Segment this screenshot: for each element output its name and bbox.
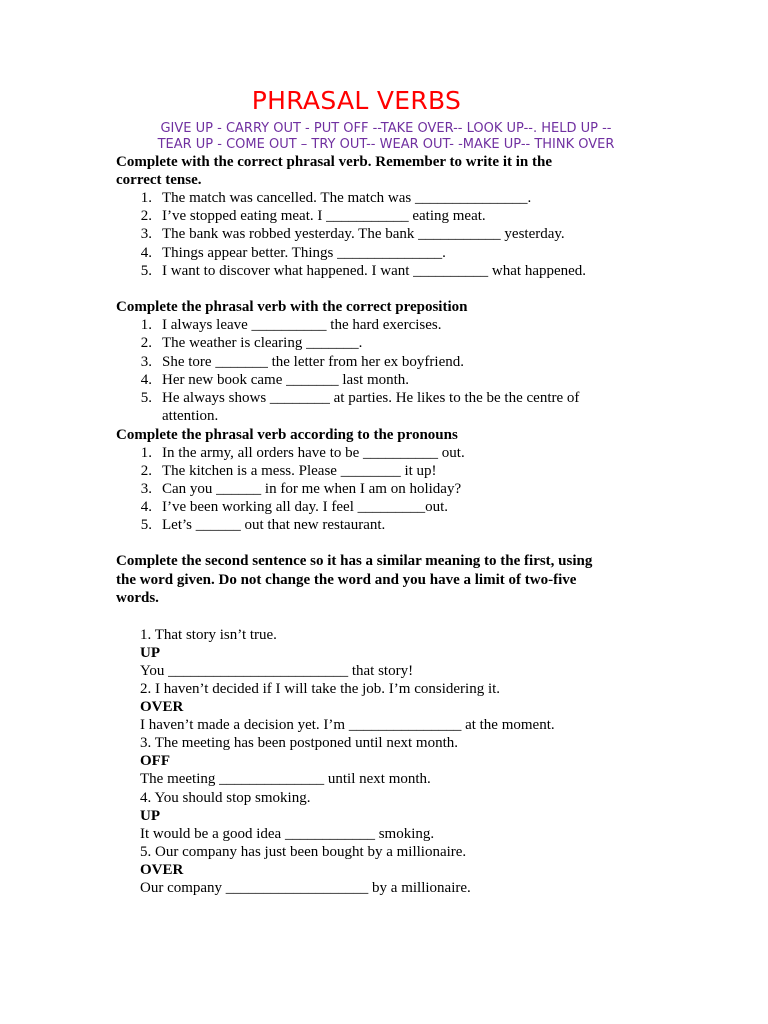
- list-number: 4.: [140, 245, 152, 261]
- list-number: 3.: [140, 226, 152, 242]
- list-item: Things appear better. Things ______________.: [162, 245, 446, 261]
- transform-prompt: 3. The meeting has been postponed until next month.: [140, 735, 459, 751]
- list-item: I’ve stopped eating meat. I ___________ eating meat.: [162, 208, 486, 224]
- transform-answer: The meeting ______________ until next month.: [140, 771, 431, 787]
- list-number: 4.: [140, 372, 152, 388]
- list-item-continuation: attention.: [162, 408, 219, 424]
- verb-list-line-1: GIVE UP - CARRY OUT - PUT OFF --TAKE OVER-- LOOK UP--. HELD UP --: [160, 121, 612, 136]
- section4-instruction-cont: words.: [116, 590, 159, 606]
- transform-answer: I haven’t made a decision yet. I’m _______________ at the moment.: [140, 717, 555, 733]
- list-number: 3.: [140, 354, 152, 370]
- list-item: The weather is clearing _______.: [162, 335, 363, 351]
- list-number: 5.: [140, 390, 152, 406]
- section1-instruction: Complete with the correct phrasal verb. Remember to write it in the: [116, 154, 552, 170]
- keyword: OVER: [140, 862, 184, 878]
- list-item: She tore _______ the letter from her ex boyfriend.: [162, 354, 464, 370]
- keyword: OFF: [140, 753, 170, 769]
- list-item: Let’s ______ out that new restaurant.: [162, 517, 386, 533]
- verb-list-line-2: TEAR UP - COME OUT – TRY OUT-- WEAR OUT- -MAKE UP-- THINK OVER: [157, 137, 615, 152]
- transform-prompt: 4. You should stop smoking.: [140, 790, 311, 806]
- list-number: 2.: [140, 335, 152, 351]
- section4-instruction: Complete the second sentence so it has a similar meaning to the first, using: [116, 553, 593, 569]
- keyword: OVER: [140, 699, 184, 715]
- transform-answer: You ________________________ that story!: [140, 663, 414, 679]
- transform-prompt: 2. I haven’t decided if I will take the job. I’m considering it.: [140, 681, 501, 697]
- list-item: I’ve been working all day. I feel _________out.: [162, 499, 449, 515]
- list-item: I always leave __________ the hard exercises.: [162, 317, 442, 333]
- list-item: Her new book came _______ last month.: [162, 372, 410, 388]
- section4-instruction-cont: the word given. Do not change the word and you have a limit of two-five: [116, 572, 577, 588]
- list-number: 2.: [140, 463, 152, 479]
- list-number: 1.: [140, 445, 152, 461]
- section3-instruction: Complete the phrasal verb according to the pronouns: [116, 427, 458, 443]
- list-number: 4.: [140, 499, 152, 515]
- list-number: 2.: [140, 208, 152, 224]
- page-title: PHRASAL VERBS: [251, 86, 462, 115]
- transform-prompt: 5. Our company has just been bought by a millionaire.: [140, 844, 467, 860]
- keyword: UP: [140, 645, 160, 661]
- list-item: In the army, all orders have to be __________ out.: [162, 445, 465, 461]
- keyword: UP: [140, 808, 160, 824]
- list-item: I want to discover what happened. I want __________ what happened.: [162, 263, 587, 279]
- list-item: The match was cancelled. The match was _______________.: [162, 190, 532, 206]
- transform-answer: Our company ___________________ by a millionaire.: [140, 880, 471, 896]
- list-item: The bank was robbed yesterday. The bank ___________ yesterday.: [162, 226, 565, 242]
- list-number: 3.: [140, 481, 152, 497]
- list-item: Can you ______ in for me when I am on holiday?: [162, 481, 462, 497]
- section1-instruction-cont: correct tense.: [116, 172, 202, 188]
- transform-prompt: 1. That story isn’t true.: [140, 627, 277, 643]
- transform-answer: It would be a good idea ____________ smoking.: [140, 826, 435, 842]
- section2-instruction: Complete the phrasal verb with the correct preposition: [116, 299, 468, 315]
- list-item: The kitchen is a mess. Please ________ it up!: [162, 463, 437, 479]
- list-number: 1.: [140, 190, 152, 206]
- list-item: He always shows ________ at parties. He likes to the be the centre of: [162, 390, 580, 406]
- list-number: 1.: [140, 317, 152, 333]
- list-number: 5.: [140, 517, 152, 533]
- list-number: 5.: [140, 263, 152, 279]
